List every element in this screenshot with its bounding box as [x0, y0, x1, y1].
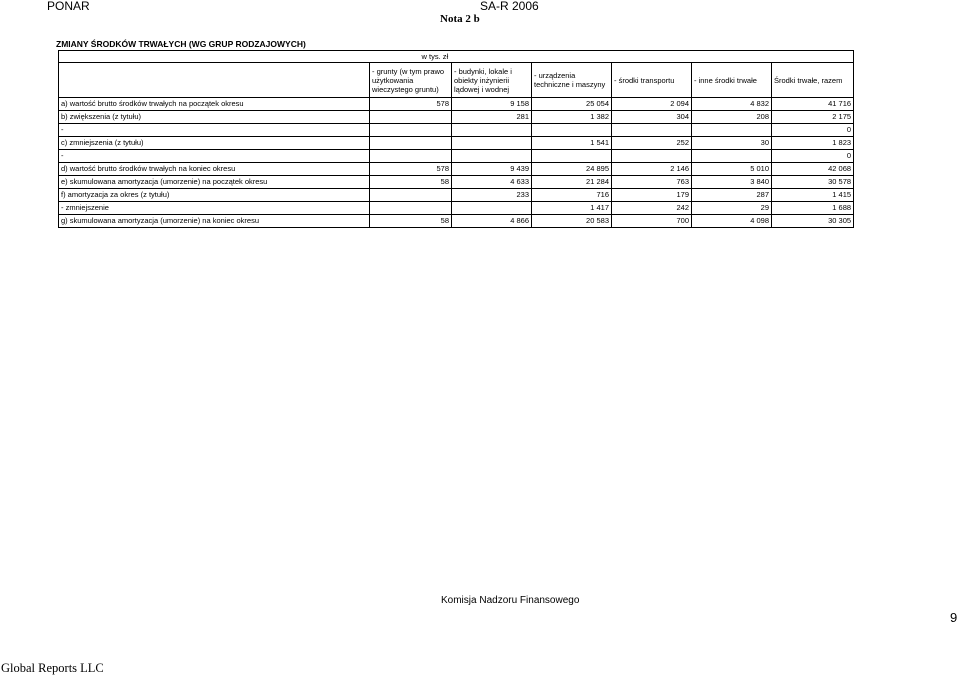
- table-cell: 179: [612, 189, 692, 202]
- table-cell: 2 094: [612, 98, 692, 111]
- brand-footer: Global Reports LLC: [1, 661, 104, 675]
- table-cell: 21 284: [532, 176, 612, 189]
- table-cell: 4 866: [452, 215, 532, 228]
- table-cell: 304: [612, 111, 692, 124]
- table-cell: 5 010: [692, 163, 772, 176]
- row-label: f) amortyzacja za okres (z tytułu): [59, 189, 370, 202]
- footer-center: Komisja Nadzoru Finansowego: [441, 595, 580, 606]
- row-label: c) zmniejszenia (z tytułu): [59, 137, 370, 150]
- table-cell: 716: [532, 189, 612, 202]
- column-header: - inne środki trwałe: [692, 63, 772, 98]
- column-header-row: [59, 63, 854, 98]
- column-header: - budynki, lokale i obiekty inżynierii lądowej i wodnej: [452, 63, 532, 98]
- table-cell: [452, 124, 532, 137]
- table-cell: 700: [612, 215, 692, 228]
- page-number: 9: [950, 610, 958, 625]
- table-cell: 252: [612, 137, 692, 150]
- fixed-assets-table: [58, 50, 854, 228]
- table-row: [59, 176, 854, 189]
- table-row: [59, 163, 854, 176]
- row-label: - zmniejszenie: [59, 202, 370, 215]
- table-cell: 208: [692, 111, 772, 124]
- table-cell: 1 382: [532, 111, 612, 124]
- table-row: [59, 215, 854, 228]
- table-body: [59, 98, 854, 228]
- table-cell: 4 832: [692, 98, 772, 111]
- row-label: d) wartość brutto środków trwałych na koniec okresu: [59, 163, 370, 176]
- table-cell: 4 098: [692, 215, 772, 228]
- table-row: [59, 150, 854, 163]
- table-cell: 287: [692, 189, 772, 202]
- table-cell: [370, 150, 452, 163]
- table-cell: [370, 111, 452, 124]
- table-cell: 58: [370, 176, 452, 189]
- row-label: g) skumulowana amortyzacja (umorzenie) na koniec okresu: [59, 215, 370, 228]
- table-cell: [692, 150, 772, 163]
- table-cell: 41 716: [772, 98, 854, 111]
- table-cell: 1 688: [772, 202, 854, 215]
- table-cell: 30: [692, 137, 772, 150]
- table-row: [59, 202, 854, 215]
- column-header: Środki trwałe, razem: [772, 63, 854, 98]
- table-cell: 1 415: [772, 189, 854, 202]
- column-header: - grunty (w tym prawo użytkowania wieczystego gruntu): [370, 63, 452, 98]
- row-label: -: [59, 150, 370, 163]
- table-cell: 763: [612, 176, 692, 189]
- column-header: - urządzenia techniczne i maszyny: [532, 63, 612, 98]
- table-row: [59, 189, 854, 202]
- table-cell: 2 146: [612, 163, 692, 176]
- section-title: ZMIANY ŚRODKÓW TRWAŁYCH (WG GRUP RODZAJOWYCH): [56, 39, 306, 49]
- table-cell: 30 305: [772, 215, 854, 228]
- table-cell: 233: [452, 189, 532, 202]
- table-cell: [370, 189, 452, 202]
- table-cell: 281: [452, 111, 532, 124]
- table-cell: 1 417: [532, 202, 612, 215]
- table-cell: 9 158: [452, 98, 532, 111]
- table-cell: 58: [370, 215, 452, 228]
- table-cell: 20 583: [532, 215, 612, 228]
- table-cell: 578: [370, 98, 452, 111]
- header-report: SA-R 2006: [480, 0, 539, 13]
- row-label: e) skumulowana amortyzacja (umorzenie) na początek okresu: [59, 176, 370, 189]
- table-cell: [532, 124, 612, 137]
- table-cell: 42 068: [772, 163, 854, 176]
- table-cell: 9 439: [452, 163, 532, 176]
- unit-label: w tys. zł: [370, 51, 854, 63]
- table-cell: [532, 150, 612, 163]
- table-cell: 0: [772, 124, 854, 137]
- table-cell: [370, 137, 452, 150]
- table-cell: [452, 137, 532, 150]
- table-cell: [612, 124, 692, 137]
- table-row: [59, 111, 854, 124]
- table-cell: 3 840: [692, 176, 772, 189]
- note-number: Nota 2 b: [440, 13, 480, 25]
- table-row: [59, 137, 854, 150]
- table-cell: 24 895: [532, 163, 612, 176]
- table-cell: 29: [692, 202, 772, 215]
- table-cell: 4 633: [452, 176, 532, 189]
- table-cell: 0: [772, 150, 854, 163]
- row-label: b) zwiększenia (z tytułu): [59, 111, 370, 124]
- table-cell: [370, 124, 452, 137]
- row-label: a) wartość brutto środków trwałych na początek okresu: [59, 98, 370, 111]
- table-cell: [692, 124, 772, 137]
- table-row: [59, 124, 854, 137]
- table-cell: [452, 150, 532, 163]
- table-cell: 1 541: [532, 137, 612, 150]
- column-header: - środki transportu: [612, 63, 692, 98]
- table-row: [59, 98, 854, 111]
- table-cell: [370, 202, 452, 215]
- row-label: -: [59, 124, 370, 137]
- unit-row: [59, 51, 854, 63]
- table-cell: 2 175: [772, 111, 854, 124]
- table-cell: [612, 150, 692, 163]
- table-cell: 578: [370, 163, 452, 176]
- table-cell: 25 054: [532, 98, 612, 111]
- table-cell: 30 578: [772, 176, 854, 189]
- table-cell: 1 823: [772, 137, 854, 150]
- header-company: PONAR: [47, 0, 90, 13]
- table-cell: 242: [612, 202, 692, 215]
- table-cell: [452, 202, 532, 215]
